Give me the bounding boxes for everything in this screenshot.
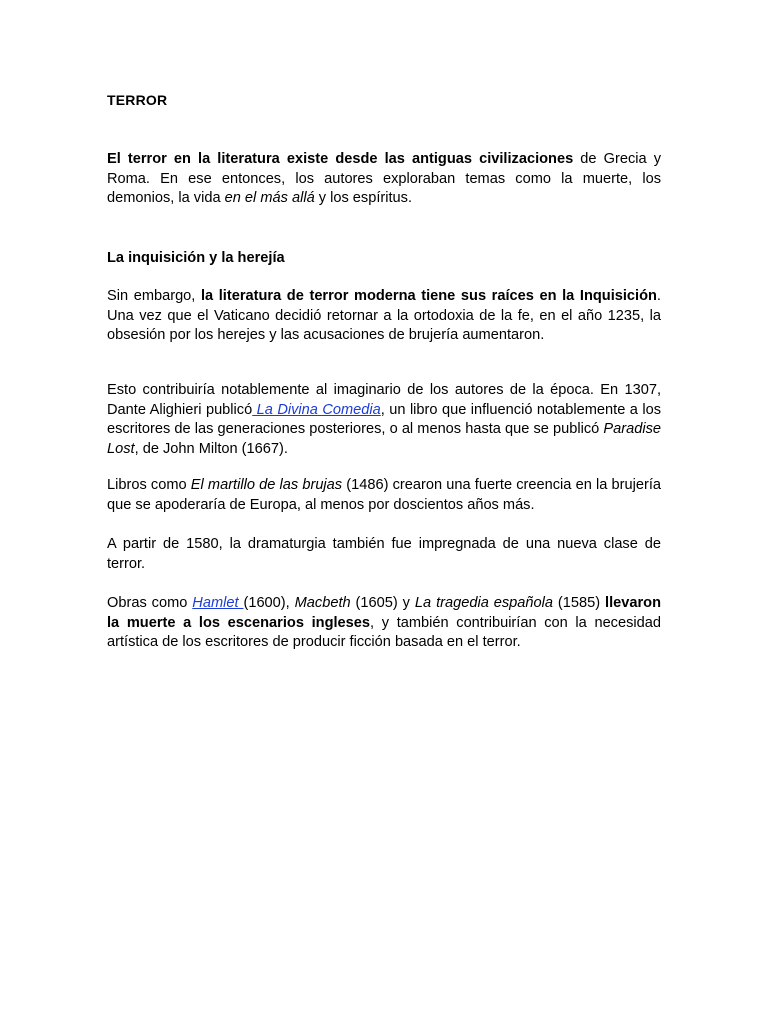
p1-text-1: Sin embargo, (107, 288, 201, 304)
p3-italic: El martillo de las brujas (190, 477, 343, 493)
divina-comedia-link[interactable]: La Divina Comedia (252, 401, 381, 418)
p5-text-2: (1600), (243, 595, 295, 611)
paragraph-1 (107, 287, 661, 346)
p1-text-2: . Una vez que el Vaticano decidió retornar a la ortodoxia de la fe, en el año 1235, la obsesión por los herejes y las acusaciones de brujería aumentaron. (107, 288, 661, 343)
intro-italic: en el más allá (224, 190, 315, 206)
intro-text-1: de Grecia y Roma. En ese entonces, los autores exploraban temas como la muerte, los demonios, la vida (107, 151, 661, 206)
intro-text-2: y los espíritus. (314, 190, 413, 206)
p3-text-2: (1486) crearon una fuerte creencia en la brujería que se apoderaría de Europa, al menos por doscientos años más. (107, 477, 661, 513)
p5-text-5: , y también contribuirían con la necesidad artística de los escritores de producir ficción basada en el terror. (107, 614, 661, 650)
paragraph-3 (107, 476, 661, 515)
paragraph-4: A partir de 1580, la dramaturgia también fue impregnada de una nueva clase de terror. (107, 536, 661, 572)
hamlet-link[interactable]: Hamlet (192, 595, 244, 611)
intro-paragraph (107, 150, 661, 209)
p5-bold: llevaron la muerte a los escenarios ingleses (107, 595, 662, 631)
p2-text-1: Esto contribuiría notablemente al imaginario de los autores de la época. En 1307, Dante Alighieri publicó (107, 382, 661, 418)
p5-text-4: (1585) (552, 595, 606, 611)
p2-italic: Paradise Lost (107, 421, 661, 457)
p5-text-3: (1605) y (350, 595, 415, 611)
document-title: TERROR (107, 92, 168, 108)
intro-bold: El terror en la literatura existe desde las antiguas civilizaciones (107, 151, 574, 167)
p5-italic-macbeth: Macbeth (294, 595, 351, 611)
section-heading: La inquisición y la herejía (107, 250, 285, 266)
p1-bold: la literatura de terror moderna tiene sus raíces en la Inquisición (200, 288, 657, 304)
paragraph-2 (107, 381, 661, 459)
p5-text-1: Obras como (107, 595, 193, 611)
paragraph-5 (107, 594, 661, 653)
p2-text-3: , de John Milton (1667). (134, 440, 288, 457)
p5-italic-tragedia: La tragedia española (414, 595, 553, 611)
p3-text-1: Libros como (107, 477, 191, 493)
p2-text-2: , un libro que influenció notablemente a los escritores de las generaciones posteriores, o al menos hasta que se publicó (107, 401, 661, 437)
